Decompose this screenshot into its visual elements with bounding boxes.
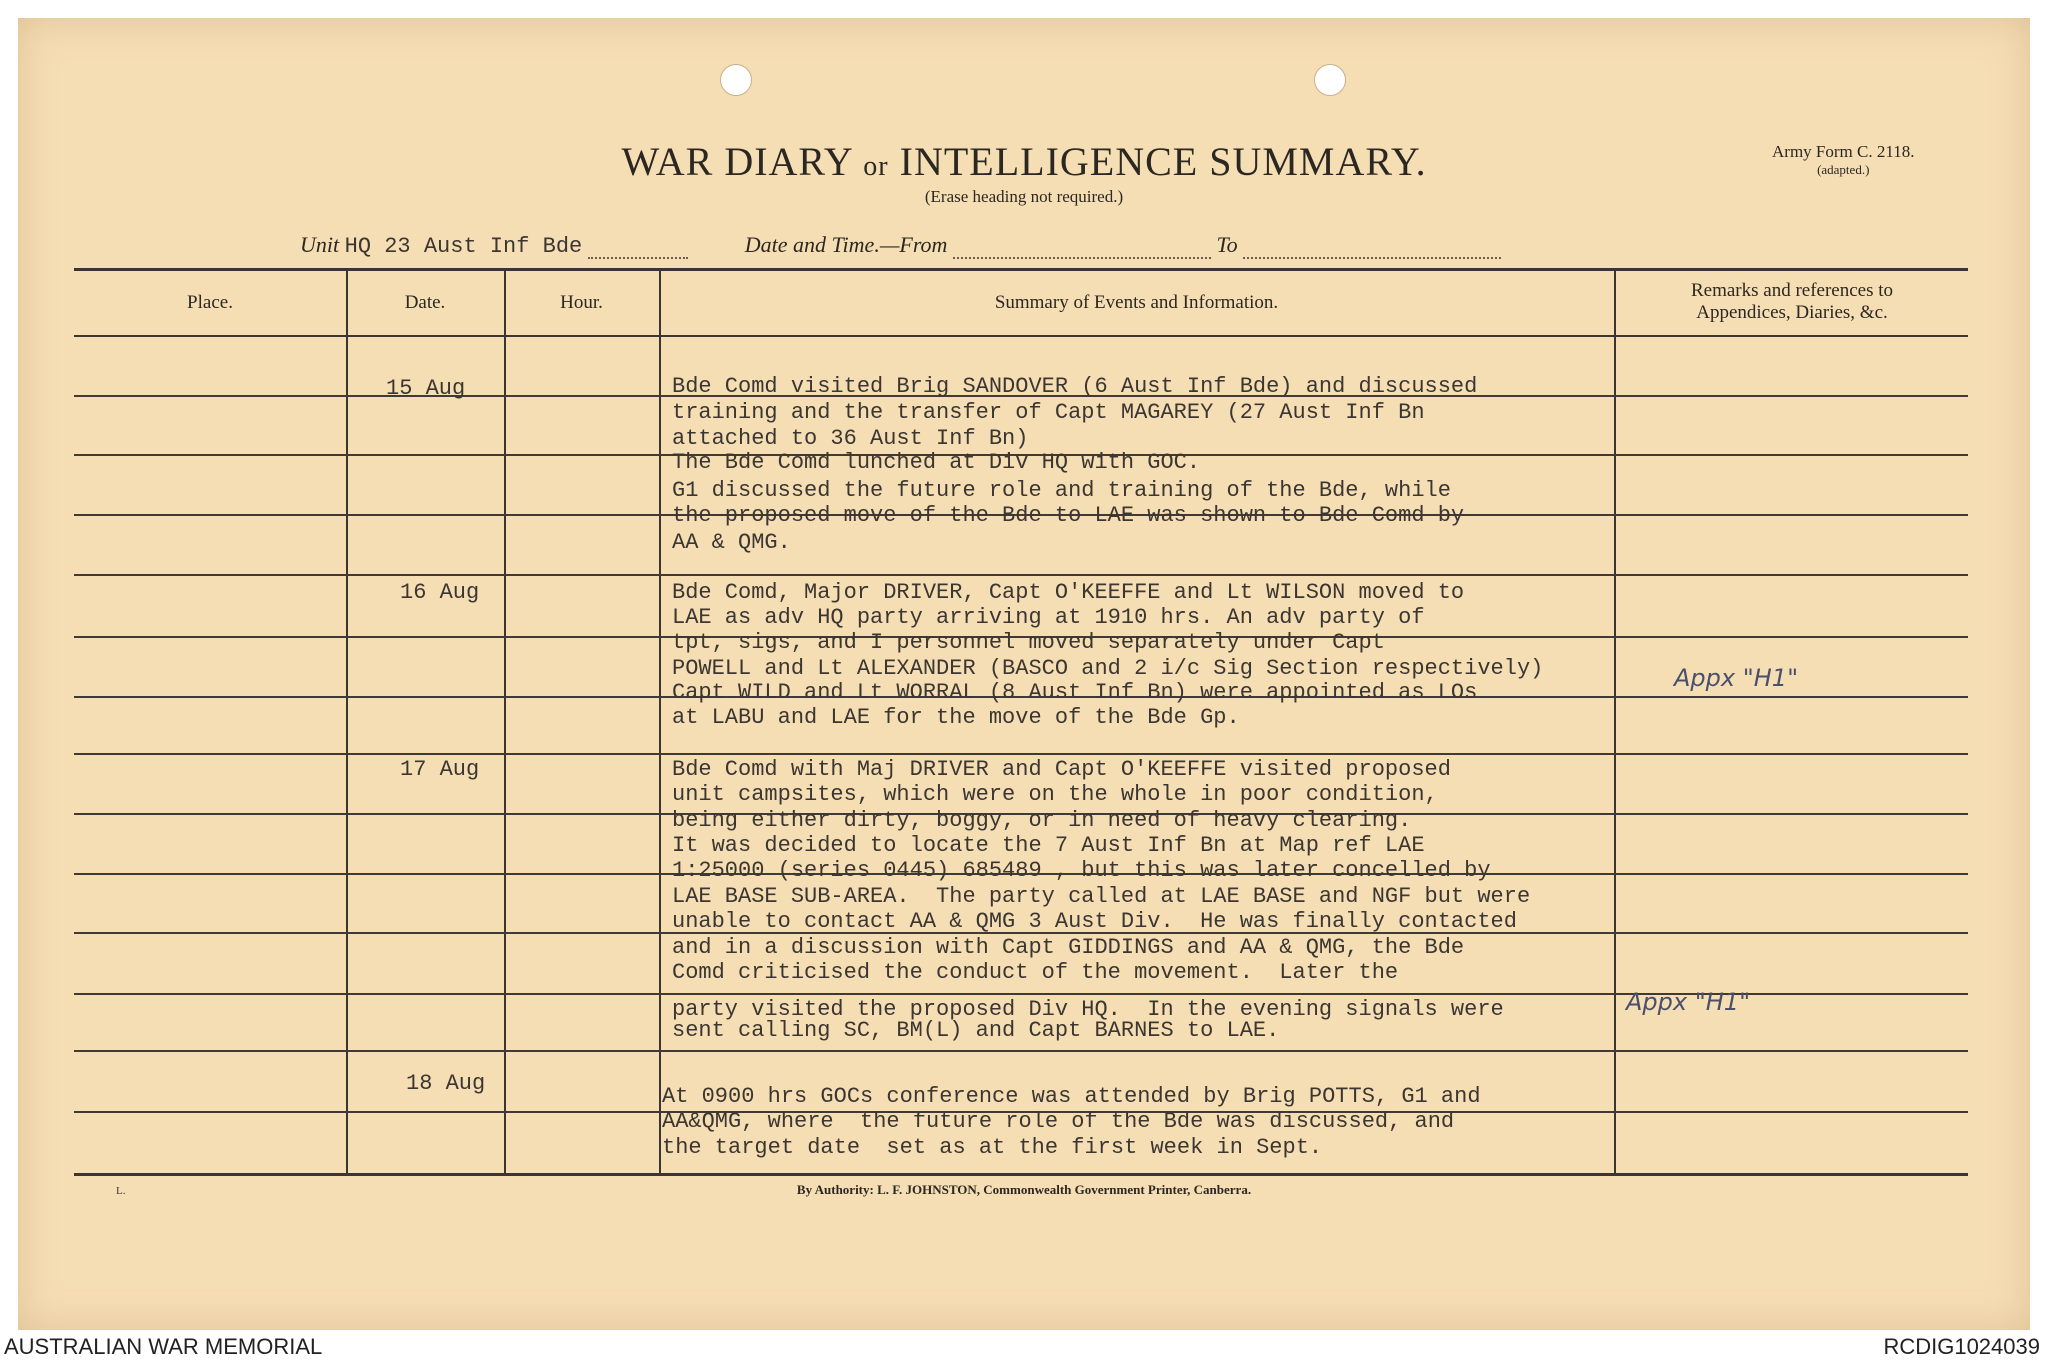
header-remarks <box>1616 280 1968 324</box>
entry-date: 16 Aug <box>400 580 480 605</box>
header-remarks-line-2: Appendices, Diaries, &c. <box>1696 302 1888 323</box>
entry-line: It was decided to locate the 7 Aust Inf Bn at Map ref LAE <box>672 833 1425 858</box>
entry-line: Bde Comd with Maj DRIVER and Capt O'KEEFFE visited proposed <box>672 757 1451 782</box>
entry-line: and in a discussion with Capt GIDDINGS and AA & QMG, the Bde <box>672 935 1465 960</box>
entry-line: The Bde Comd lunched at Div HQ with GOC. <box>672 450 1201 475</box>
date-from-label: Date and Time.—From <box>744 232 948 257</box>
entry-line: unit campsites, which were on the whole in poor condition, <box>672 782 1438 807</box>
entry-line: LAE as adv HQ party arriving at 1910 hrs. An adv party of <box>672 605 1425 630</box>
date-to-label: To <box>1216 232 1238 257</box>
header-place: Place. <box>187 292 233 313</box>
entry-date: 18 Aug <box>406 1071 486 1096</box>
entry-line: Capt WILD and Lt WORRAL (8 Aust Inf Bn) were appointed as LOs <box>672 680 1478 705</box>
entry-line: training and the transfer of Capt MAGAREY (27 Aust Inf Bn <box>672 400 1425 425</box>
entry-date: 17 Aug <box>400 757 480 782</box>
title-subtitle: (Erase heading not required.) <box>924 187 1124 206</box>
entry-line: At 0900 hrs GOCs conference was attended by Brig POTTS, G1 and <box>662 1084 1481 1109</box>
ruled-line <box>74 753 1968 755</box>
from-dots <box>953 253 1211 259</box>
entry-line: Bde Comd, Major DRIVER, Capt O'KEEFFE and Lt WILSON moved to <box>672 580 1465 605</box>
unit-value: HQ 23 Aust Inf Bde <box>344 234 583 259</box>
punch-hole-left <box>720 64 752 96</box>
entry-line: the proposed move of the Bde to LAE was shown to Bde Comd by <box>672 503 1465 528</box>
entry-date: 15 Aug <box>386 376 466 401</box>
army-form-number: Army Form C. 2118. <box>1772 142 1915 161</box>
divider-date-hour <box>504 270 506 1174</box>
entry-line: unable to contact AA & QMG 3 Aust Div. He was finally contacted <box>672 909 1517 934</box>
title-or: or <box>863 151 889 182</box>
entry-line: 1:25000 (series 0445) 685489 , but this was later concelled by <box>672 858 1491 883</box>
entry-line: POWELL and Lt ALEXANDER (BASCO and 2 i/c Sig Section respectively) <box>672 656 1544 681</box>
header-date: Date. <box>404 292 446 313</box>
ruled-line <box>74 1050 1968 1052</box>
to-dots <box>1243 253 1501 259</box>
entry-line: Bde Comd visited Brig SANDOVER (6 Aust Inf Bde) and discussed <box>672 374 1478 399</box>
header-summary: Summary of Events and Information. <box>994 292 1279 313</box>
entry-line: Comd criticised the conduct of the movement. Later the <box>672 960 1399 985</box>
header-remarks-line-1: Remarks and references to <box>1690 280 1894 301</box>
entry-line: being either dirty, boggy, or in need of heavy clearing. <box>672 808 1412 833</box>
appendix-reference: Appx "H1" <box>1626 988 1751 1016</box>
divider-place-date <box>346 270 348 1174</box>
entry-line: attached to 36 Aust Inf Bn) <box>672 426 1029 451</box>
footer-authority: By Authority: L. F. JOHNSTON, Commonwealth Government Printer, Canberra. <box>796 1182 1252 1197</box>
unit-line <box>300 232 1501 259</box>
divider-summary-remarks <box>1614 270 1616 1174</box>
punch-hole-right <box>1314 64 1346 96</box>
archive-record-id: RCDIG1024039 <box>1883 1334 2040 1359</box>
army-form-adapted: (adapted.) <box>1817 162 1870 177</box>
title-intelligence-summary: INTELLIGENCE SUMMARY. <box>899 139 1427 184</box>
table-header-rule <box>74 335 1968 337</box>
entry-line: tpt, sigs, and I personnel moved separately under Capt <box>672 630 1385 655</box>
archive-name: AUSTRALIAN WAR MEMORIAL <box>4 1334 323 1359</box>
entry-line: G1 discussed the future role and training of the Bde, while <box>672 478 1451 503</box>
appendix-reference: Appx "H1" <box>1674 664 1799 692</box>
entry-line: party visited the proposed Div HQ. In the evening signals were <box>672 997 1504 1022</box>
table-top-rule <box>74 268 1968 271</box>
form-title <box>0 138 2048 207</box>
entry-line: LAE BASE SUB-AREA. The party called at LAE BASE and NGF but were <box>672 884 1531 909</box>
entry-line: at LABU and LAE for the move of the Bde Gp. <box>672 705 1240 730</box>
footer-form-code: L. <box>116 1185 126 1197</box>
header-hour: Hour. <box>560 292 603 313</box>
table-bottom-rule <box>74 1173 1968 1176</box>
ruled-line <box>74 574 1968 576</box>
entry-line: AA&QMG, where the future role of the Bde was discussed, and <box>662 1109 1455 1134</box>
unit-dots <box>588 253 688 259</box>
army-form-label <box>1772 142 1914 178</box>
unit-label: Unit <box>300 232 340 257</box>
divider-hour-summary <box>659 270 661 1174</box>
entry-line: the target date set as at the first week in Sept. <box>662 1135 1323 1160</box>
entry-line: AA & QMG. <box>672 530 791 555</box>
title-war-diary: WAR DIARY <box>621 139 853 184</box>
entry-line: sent calling SC, BM(L) and Capt BARNES to LAE. <box>672 1018 1280 1043</box>
